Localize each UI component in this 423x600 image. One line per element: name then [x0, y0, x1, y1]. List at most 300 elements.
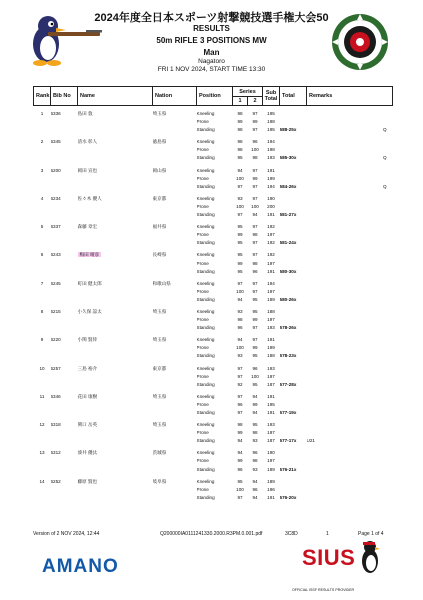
nation-cell: 埼玉県	[152, 308, 167, 314]
series-2-cell: 100	[251, 373, 259, 379]
empty-cell	[51, 316, 78, 324]
series-2-cell: 99	[252, 401, 258, 407]
position-cell: Prone	[196, 175, 209, 181]
empty-cell	[307, 389, 393, 401]
empty-cell	[153, 344, 197, 352]
series-1-cell: 98	[237, 111, 243, 116]
series-1-cell: 94	[237, 167, 243, 173]
series-2-cell: 100	[251, 203, 259, 209]
table-row	[34, 344, 393, 352]
sub-total-cell: 189	[267, 478, 275, 484]
table-row	[34, 288, 393, 296]
name-cell	[78, 304, 153, 316]
rank-cell: 12	[39, 422, 45, 428]
empty-cell	[153, 239, 197, 247]
total-cell: 585-30x	[279, 155, 297, 161]
col-total: Total	[280, 87, 307, 106]
series-2-cell: 97	[252, 252, 258, 258]
empty-cell	[51, 409, 78, 417]
series-2-cell: 95	[252, 381, 258, 387]
empty-cell	[280, 134, 307, 146]
empty-cell	[307, 106, 393, 119]
sub-total-cell: 197	[267, 260, 275, 266]
table-row	[34, 203, 393, 211]
position-cell: Kneeling	[196, 252, 215, 258]
table-row	[34, 276, 393, 288]
sub-total-cell: 199	[267, 345, 275, 351]
empty-cell	[34, 324, 51, 332]
empty-cell	[153, 437, 197, 445]
sub-total-cell: 187	[267, 381, 275, 387]
empty-cell	[280, 474, 307, 486]
empty-cell	[280, 486, 307, 494]
position-cell: Standing	[196, 381, 215, 387]
table-row	[34, 494, 393, 502]
remark-cell	[307, 409, 393, 417]
rank-cell: 3	[40, 167, 44, 173]
series-2-cell: 98	[252, 232, 258, 238]
results-label: RESULTS	[193, 24, 230, 33]
empty-cell	[153, 154, 197, 162]
empty-cell	[307, 474, 393, 486]
empty-cell	[78, 494, 153, 502]
sub-total-cell: 197	[267, 317, 275, 323]
table-row	[34, 296, 393, 304]
empty-cell	[153, 429, 197, 437]
position-cell: Prone	[196, 260, 209, 266]
empty-cell	[78, 316, 153, 324]
empty-cell	[51, 126, 78, 134]
empty-cell	[51, 154, 78, 162]
series-2-cell: 95	[252, 308, 258, 314]
empty-cell	[307, 401, 393, 409]
series-1-cell: 98	[237, 422, 243, 428]
series-2-cell: 96	[252, 365, 258, 371]
sub-total-cell: 195	[267, 401, 275, 407]
series-1-cell: 96	[237, 401, 243, 407]
empty-cell	[280, 276, 307, 288]
series-2-cell: 96	[252, 139, 258, 145]
bib-cell: 6337	[50, 224, 61, 230]
table-row	[34, 486, 393, 494]
empty-cell	[307, 247, 393, 259]
empty-cell	[307, 304, 393, 316]
empty-cell	[280, 445, 307, 457]
sub-total-cell: 192	[267, 224, 275, 230]
table-row	[34, 268, 393, 276]
name-cell	[78, 361, 153, 373]
series-2-cell: 100	[251, 147, 259, 153]
remark-cell	[307, 268, 393, 276]
series-2-cell: 97	[252, 224, 258, 230]
remark-cell	[307, 494, 393, 502]
total-cell: 581-27x	[279, 212, 297, 218]
empty-cell	[307, 445, 393, 457]
series-2-cell: 99	[252, 345, 258, 351]
empty-cell	[34, 381, 51, 389]
table-row	[34, 457, 393, 465]
series-1-cell: 98	[237, 317, 243, 323]
position-cell: Prone	[196, 458, 209, 464]
empty-cell	[280, 457, 307, 465]
nation-cell: 東京都	[152, 365, 167, 371]
position-cell: Kneeling	[196, 478, 215, 484]
empty-cell	[307, 486, 393, 494]
rank-cell: 8	[40, 308, 44, 314]
position-cell: Prone	[196, 119, 209, 125]
total-cell: 576-21x	[279, 466, 297, 472]
page-number: Page 1 of 4	[358, 531, 384, 537]
empty-cell	[307, 191, 393, 203]
empty-cell	[153, 211, 197, 219]
empty-cell	[78, 486, 153, 494]
empty-cell	[78, 466, 153, 474]
series-2-cell: 97	[252, 325, 258, 331]
series-2-cell: 93	[252, 438, 258, 444]
athlete-name: 清水 彰人	[77, 139, 98, 145]
col-bib: Bib No	[51, 87, 78, 106]
nation-cell: 和歌山県	[152, 280, 171, 286]
position-cell: Prone	[196, 288, 209, 294]
bib-cell: 6245	[50, 280, 61, 286]
table-row	[34, 389, 393, 401]
sub-total-cell: 189	[267, 296, 275, 302]
empty-cell	[51, 494, 78, 502]
empty-cell	[280, 344, 307, 352]
empty-cell	[307, 175, 393, 183]
position-cell: Prone	[196, 430, 209, 436]
nation-cell: 埼玉県	[152, 337, 167, 343]
col-name: Name	[78, 87, 153, 106]
table-row	[34, 134, 393, 146]
empty-cell	[78, 118, 153, 126]
empty-cell	[153, 146, 197, 154]
series-2-cell: 95	[252, 296, 258, 302]
sub-total-cell: 192	[267, 240, 275, 246]
series-2-cell: 96	[252, 486, 258, 492]
empty-cell	[78, 352, 153, 360]
position-cell: Kneeling	[196, 224, 215, 230]
remark-cell	[307, 466, 393, 474]
empty-cell	[78, 381, 153, 389]
empty-cell	[78, 203, 153, 211]
series-1-cell: 94	[237, 296, 243, 302]
table-row	[34, 373, 393, 381]
table-row	[34, 219, 393, 231]
nation-cell: 埼玉県	[152, 422, 167, 428]
empty-cell	[280, 163, 307, 175]
remark-cell: Q	[382, 127, 387, 133]
series-2-cell: 97	[252, 127, 258, 133]
remark-cell	[307, 324, 393, 332]
empty-cell	[307, 134, 393, 146]
empty-cell	[34, 429, 51, 437]
empty-cell	[51, 268, 78, 276]
empty-cell	[51, 381, 78, 389]
total-cell: 578-23x	[279, 353, 297, 359]
sub-total-cell: 198	[267, 147, 275, 153]
position-cell: Standing	[196, 212, 215, 218]
empty-cell	[34, 352, 51, 360]
results-table	[33, 86, 393, 502]
empty-cell	[153, 126, 197, 134]
sub-total-cell: 191	[267, 268, 275, 274]
position-cell: Kneeling	[196, 365, 215, 371]
empty-cell	[78, 296, 153, 304]
position-cell: Kneeling	[196, 450, 215, 456]
empty-cell	[34, 466, 51, 474]
series-1-cell: 95	[237, 478, 243, 484]
empty-cell	[307, 118, 393, 126]
version-text: Version of 2 NOV 2024, 12:44	[33, 531, 100, 537]
series-2-cell: 93	[252, 466, 258, 472]
series-2-cell: 98	[252, 458, 258, 464]
series-1-cell: 93	[237, 195, 243, 201]
empty-cell	[34, 231, 51, 239]
table-row	[34, 175, 393, 183]
empty-cell	[280, 146, 307, 154]
sub-total-cell: 193	[267, 365, 275, 371]
empty-cell	[153, 296, 197, 304]
position-cell: Standing	[196, 296, 215, 302]
sub-total-cell: 191	[267, 393, 275, 399]
sub-total-cell: 189	[267, 466, 275, 472]
empty-cell	[153, 260, 197, 268]
position-cell: Prone	[196, 203, 209, 209]
empty-cell	[34, 486, 51, 494]
series-1-cell: 94	[237, 337, 243, 343]
series-1-cell: 99	[237, 458, 243, 464]
remark-cell: Q	[382, 155, 387, 161]
amano-sponsor-logo: AMANO	[42, 556, 119, 577]
bib-cell: 6215	[50, 308, 61, 314]
empty-cell	[280, 118, 307, 126]
sub-total-cell: 199	[267, 175, 275, 181]
position-cell: Standing	[196, 127, 215, 133]
position-cell: Prone	[196, 345, 209, 351]
empty-cell	[51, 296, 78, 304]
position-cell: Prone	[196, 486, 209, 492]
sub-total-cell: 196	[267, 486, 275, 492]
series-2-cell: 97	[252, 111, 258, 116]
series-1-cell: 96	[237, 325, 243, 331]
empty-cell	[78, 324, 153, 332]
series-2-cell: 95	[252, 353, 258, 359]
series-2-cell: 98	[252, 430, 258, 436]
table-row	[34, 118, 393, 126]
sub-total-cell: 194	[267, 183, 275, 189]
sius-provider-text: OFFICIAL ISSF RESULTS PROVIDER	[292, 588, 355, 592]
empty-cell	[153, 203, 197, 211]
sius-logo	[302, 539, 382, 591]
empty-cell	[280, 231, 307, 239]
series-1-cell: 94	[237, 450, 243, 456]
empty-cell	[153, 409, 197, 417]
category-label: Man	[203, 48, 220, 57]
series-2-cell: 97	[252, 280, 258, 286]
empty-cell	[51, 211, 78, 219]
empty-cell	[153, 183, 197, 191]
name-cell	[78, 163, 153, 175]
empty-cell	[153, 231, 197, 239]
sub-total-cell: 193	[267, 325, 275, 331]
series-2-cell: 94	[252, 212, 258, 218]
name-cell	[78, 247, 153, 259]
empty-cell	[51, 429, 78, 437]
bib-cell: 6243	[50, 252, 61, 258]
table-row	[34, 361, 393, 373]
name-cell	[78, 474, 153, 486]
sub-total-cell: 191	[267, 167, 275, 173]
position-cell: Standing	[196, 155, 215, 161]
position-cell: Standing	[196, 494, 215, 500]
nation-cell: 埼玉県	[152, 393, 167, 399]
empty-cell	[51, 203, 78, 211]
rank-cell: 1	[40, 111, 44, 116]
sub-total-cell: 191	[267, 410, 275, 415]
empty-cell	[153, 175, 197, 183]
table-row	[34, 146, 393, 154]
series-2-cell: 98	[252, 260, 258, 266]
series-1-cell: 97	[237, 494, 243, 500]
table-row	[34, 437, 393, 445]
sub-total-cell: 191	[267, 212, 275, 218]
table-row	[34, 106, 393, 119]
athlete-name: 島田 敦	[77, 111, 93, 116]
empty-cell	[78, 429, 153, 437]
nation-cell: 福井県	[152, 224, 167, 230]
name-cell	[78, 134, 153, 146]
sub-total-cell: 192	[267, 252, 275, 258]
sub-total-cell: 194	[267, 280, 275, 286]
series-2-cell: 99	[252, 317, 258, 323]
position-cell: Kneeling	[196, 337, 215, 343]
empty-cell	[51, 239, 78, 247]
empty-cell	[280, 191, 307, 203]
empty-cell	[280, 260, 307, 268]
series-2-cell: 95	[252, 422, 258, 428]
doc-code: 3C8D	[285, 531, 298, 537]
empty-cell	[51, 352, 78, 360]
col-remarks: Remarks	[307, 87, 393, 106]
empty-cell	[307, 260, 393, 268]
col-series-1: 1	[233, 97, 248, 106]
results-body	[34, 106, 393, 502]
empty-cell	[34, 344, 51, 352]
name-cell	[78, 332, 153, 344]
empty-cell	[34, 175, 51, 183]
empty-cell	[34, 373, 51, 381]
sub-total-cell: 195	[267, 127, 275, 133]
sub-total-cell: 197	[267, 430, 275, 436]
position-cell: Kneeling	[196, 167, 215, 173]
series-2-cell: 98	[252, 155, 258, 161]
rank-cell: 10	[39, 365, 45, 371]
sub-total-cell: 191	[267, 494, 275, 500]
sub-total-cell: 193	[267, 155, 275, 161]
series-2-cell: 99	[252, 175, 258, 181]
empty-cell	[153, 352, 197, 360]
empty-cell	[78, 260, 153, 268]
series-1-cell: 99	[237, 430, 243, 436]
empty-cell	[280, 417, 307, 429]
position-cell: Prone	[196, 147, 209, 153]
rank-cell: 5	[40, 224, 44, 230]
empty-cell	[34, 401, 51, 409]
table-row	[34, 474, 393, 486]
series-1-cell: 93	[237, 308, 243, 314]
empty-cell	[78, 437, 153, 445]
total-cell: 584-26x	[279, 183, 297, 189]
nation-cell: 東京都	[152, 195, 167, 201]
athlete-name: 岡田 宣也	[77, 167, 98, 173]
nation-cell: 茨城県	[152, 450, 167, 456]
table-row	[34, 163, 393, 175]
athlete-name: 梅田 晴彦	[79, 252, 100, 258]
empty-cell	[78, 183, 153, 191]
table-row	[34, 247, 393, 259]
athlete-name: 花田 康樹	[77, 393, 98, 399]
empty-cell	[51, 260, 78, 268]
empty-cell	[307, 344, 393, 352]
athlete-name: 三島 裕介	[77, 365, 98, 371]
empty-cell	[280, 373, 307, 381]
table-row	[34, 417, 393, 429]
bib-cell: 6220	[50, 337, 61, 343]
position-cell: Prone	[196, 317, 209, 323]
empty-cell	[153, 268, 197, 276]
series-2-cell: 94	[252, 410, 258, 415]
table-row	[34, 154, 393, 162]
col-rank: Rank	[34, 87, 51, 106]
empty-cell	[34, 154, 51, 162]
empty-cell	[153, 324, 197, 332]
empty-cell	[34, 494, 51, 502]
series-1-cell: 98	[237, 127, 243, 133]
remark-cell	[307, 381, 393, 389]
athlete-name: 町田 健太郎	[77, 280, 102, 286]
empty-cell	[34, 316, 51, 324]
empty-cell	[153, 486, 197, 494]
table-row	[34, 352, 393, 360]
sub-total-cell: 197	[267, 288, 275, 294]
position-cell: Kneeling	[196, 280, 215, 286]
bib-cell: 6345	[50, 139, 61, 145]
empty-cell	[280, 203, 307, 211]
table-row	[34, 239, 393, 247]
remark-cell	[307, 239, 393, 247]
total-cell: 581-24x	[279, 240, 297, 246]
empty-cell	[78, 239, 153, 247]
remark-cell: Q	[382, 183, 387, 189]
athlete-name: 湊井 優汰	[77, 450, 98, 456]
series-1-cell: 95	[237, 155, 243, 161]
empty-cell	[51, 373, 78, 381]
remark-cell	[307, 352, 393, 360]
series-1-cell: 97	[237, 212, 243, 218]
total-cell: 576-20x	[279, 494, 297, 500]
rank-cell: 14	[39, 478, 45, 484]
table-row	[34, 211, 393, 219]
empty-cell	[51, 457, 78, 465]
empty-cell	[51, 175, 78, 183]
series-1-cell: 94	[237, 438, 243, 444]
sub-total-cell: 197	[267, 232, 275, 238]
series-1-cell: 95	[237, 240, 243, 246]
empty-cell	[153, 373, 197, 381]
rank-cell: 6	[40, 252, 44, 258]
sub-total-cell: 194	[267, 139, 275, 145]
